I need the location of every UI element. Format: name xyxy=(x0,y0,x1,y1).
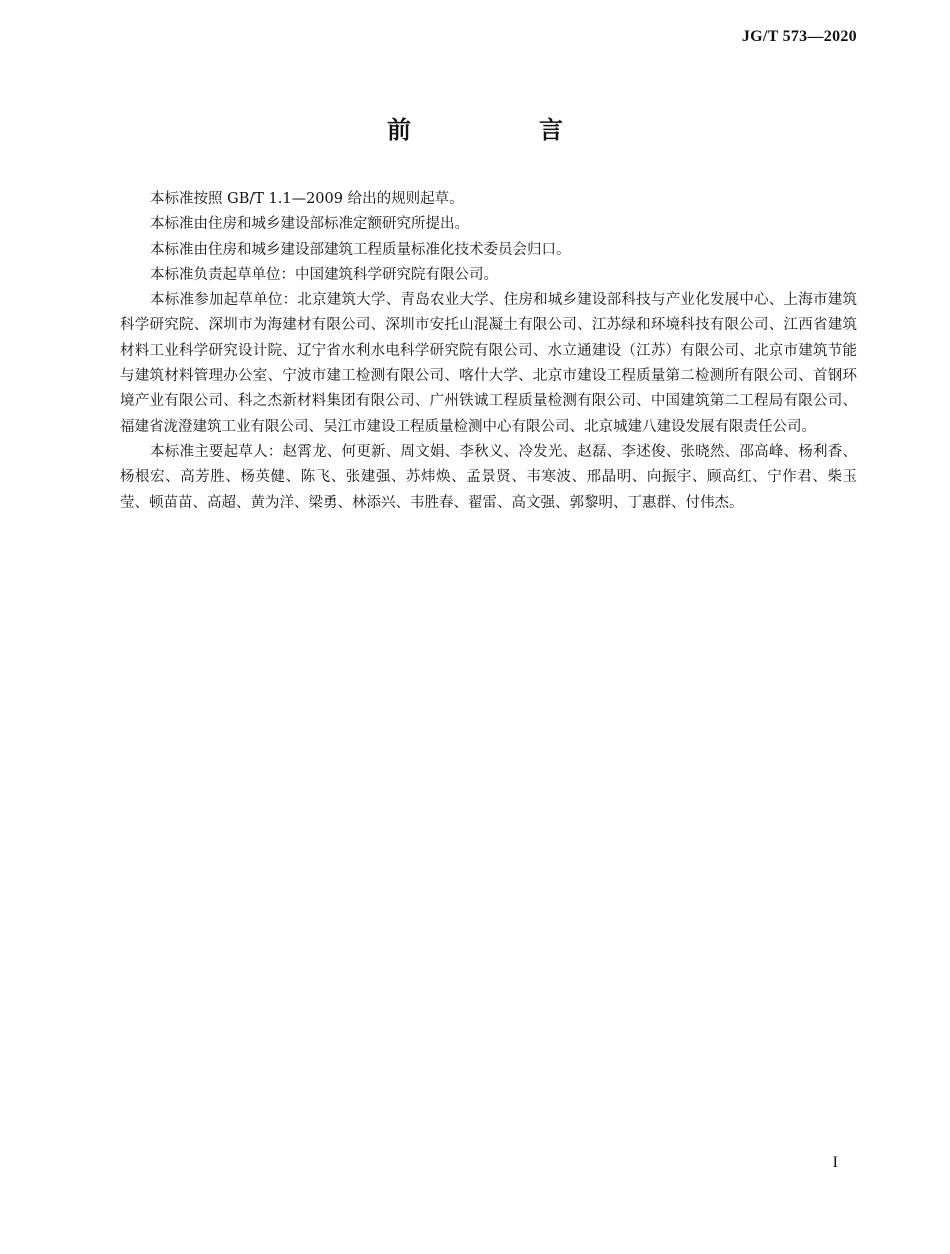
paragraph-participating-units: 本标准参加起草单位：北京建筑大学、青岛农业大学、住房和城乡建设部科技与产业化发展中心、上海市建筑科学研究院、深圳市为海建材有限公司、深圳市安托山混凝土有限公司、江苏绿和环境科技有限公司、江西省建筑材料工业科学研究设计院、辽宁省水利水电科学研究院有限公司、水立通建设（江苏）有限公司、北京市建筑节能与建筑材料管理办公室、宁波市建工检测有限公司、喀什大学、北京市建设工程质量第二检测所有限公司、首钢环境产业有限公司、科之杰新材料集团有限公司、广州铁诚工程质量检测有限公司、中国建筑第二工程局有限公司、福建省泷澄建筑工业有限公司、吴江市建设工程质量检测中心有限公司、北京城建八建设发展有限责任公司。 xyxy=(120,292,857,435)
paragraph-drafting-rules: 本标准按照 GB/T 1.1—2009 给出的规则起草。 xyxy=(150,191,464,207)
paragraph-proposed-by: 本标准由住房和城乡建设部标准定额研究所提出。 xyxy=(150,216,469,233)
paragraph-administered-by: 本标准由住房和城乡建设部建筑工程质量标准化技术委员会归口。 xyxy=(150,241,571,258)
paragraph-lead-drafting-unit: 本标准负责起草单位：中国建筑科学研究院有限公司。 xyxy=(150,266,498,283)
page-title: 前 言 xyxy=(387,116,615,144)
page-number: I xyxy=(832,1154,838,1171)
standard-code: JG/T 573—2020 xyxy=(741,28,857,45)
foreword-body xyxy=(120,187,857,516)
paragraph-main-drafters: 本标准主要起草人：赵霄龙、何更新、周文娟、李秋义、冷发光、赵磊、李述俊、张晓然、邵高峰、杨利香、杨根宏、高芳胜、杨英健、陈飞、张建强、苏炜焕、孟景贤、韦寒波、邢晶明、向振宇、顾高红、宁作君、柴玉莹、顿苗苗、高超、黄为洋、梁勇、林添兴、韦胜春、翟雷、高文强、郭黎明、丁惠群、付伟杰。 xyxy=(120,443,857,511)
